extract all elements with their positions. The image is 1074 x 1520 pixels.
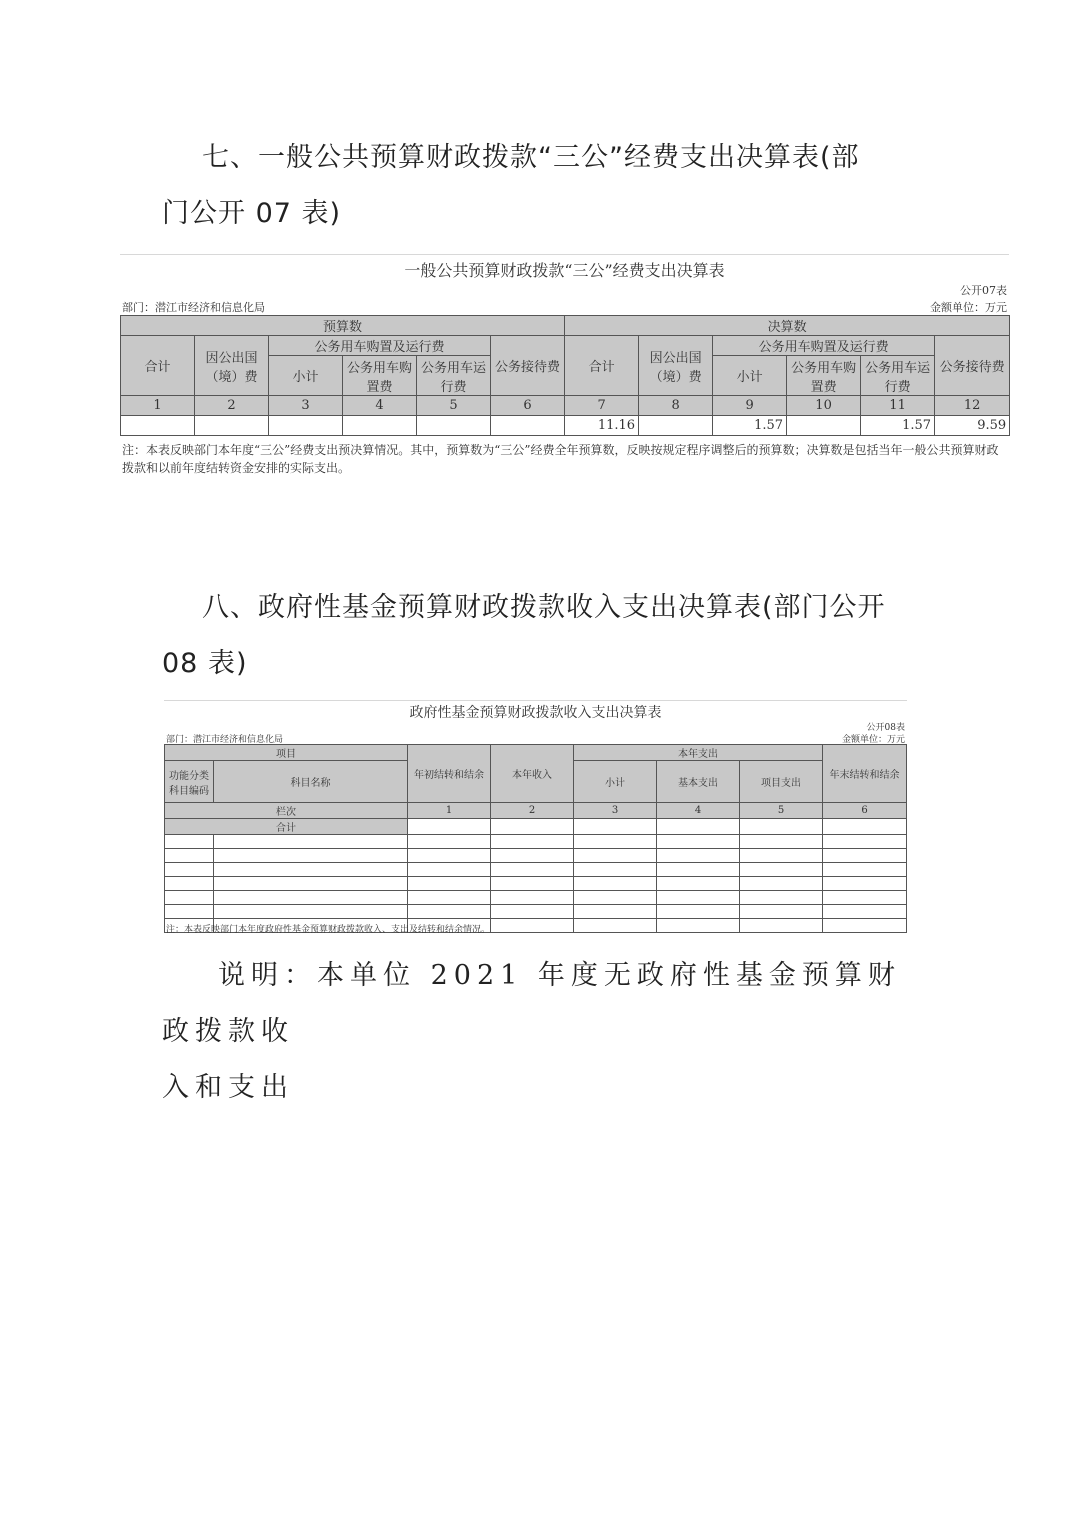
column-number: 6 — [491, 396, 565, 416]
final-reception-header: 公务接待费 — [935, 336, 1010, 396]
item-group-header: 项目 — [165, 745, 408, 761]
column-number: 1 — [121, 396, 195, 416]
table-row — [165, 849, 907, 863]
total-row-label: 合计 — [165, 819, 408, 835]
column-number: 12 — [935, 396, 1010, 416]
final-total-header: 合计 — [565, 336, 639, 396]
value-cell — [343, 416, 417, 436]
column-number: 9 — [713, 396, 787, 416]
budget-subtotal-header: 小计 — [269, 356, 343, 396]
table-7 — [120, 315, 1010, 436]
table-7-note: 注：本表反映部门本年度“三公”经费支出预决算情况。其中，预算数为“三公”经费全年预算数，反映按规定程序调整后的预算数；决算数是包括当年一般公共预算财政拨款和以前年度结转资金安排的实际支出。 — [122, 443, 999, 475]
column-number: 1 — [408, 803, 491, 819]
table-8-department: 部门：潜江市经济和信息化局 — [166, 735, 284, 745]
income-header: 本年收入 — [491, 745, 574, 803]
value-cell — [121, 416, 195, 436]
value-cell: 9.59 — [935, 416, 1010, 436]
column-number: 8 — [639, 396, 713, 416]
budget-vehicle-group-header: 公务用车购置及运行费 — [269, 336, 491, 356]
table-row — [165, 877, 907, 891]
value-cell — [574, 819, 657, 835]
sheet-top-border — [164, 700, 907, 701]
explanation-line1: 说明：本单位 2021 年度无政府性基金预算财政拨款收 — [162, 960, 901, 1047]
value-cell — [657, 819, 740, 835]
table-8-title: 政府性基金预算财政拨款收入支出决算表 — [409, 705, 662, 721]
project-expense-header: 项目支出 — [740, 761, 823, 803]
final-subtotal-header: 小计 — [713, 356, 787, 396]
table-row — [165, 863, 907, 877]
column-number: 3 — [574, 803, 657, 819]
table-7-unit: 金额单位：万元 — [930, 301, 1007, 314]
column-number: 4 — [657, 803, 740, 819]
final-purchase-header: 公务用车购置费 — [787, 356, 861, 396]
column-number: 2 — [195, 396, 269, 416]
section-8-heading-line2: 08 表) — [162, 648, 248, 679]
column-number: 7 — [565, 396, 639, 416]
table-8-note: 注：本表反映部门本年度政府性基金预算财政拨款收入、支出及结转和结余情况。 — [166, 925, 491, 935]
value-cell: 11.16 — [565, 416, 639, 436]
basic-expense-header: 基本支出 — [657, 761, 740, 803]
section-7-heading — [162, 130, 922, 242]
value-cell — [639, 416, 713, 436]
column-number: 4 — [343, 396, 417, 416]
table-7-title: 一般公共预算财政拨款“三公”经费支出决算表 — [404, 261, 725, 280]
column-number: 2 — [491, 803, 574, 819]
section-7-heading-line1: 七、一般公共预算财政拨款“三公”经费支出决算表(部 — [202, 142, 860, 173]
budget-purchase-header: 公务用车购置费 — [343, 356, 417, 396]
budget-total-header: 合计 — [121, 336, 195, 396]
final-vehicle-group-header: 公务用车购置及运行费 — [713, 336, 935, 356]
column-number: 6 — [823, 803, 907, 819]
table-row — [165, 819, 907, 835]
value-cell — [491, 819, 574, 835]
table-7-department: 部门：潜江市经济和信息化局 — [122, 301, 265, 314]
value-cell — [491, 416, 565, 436]
table-row — [121, 416, 1010, 436]
expense-subtotal-header: 小计 — [574, 761, 657, 803]
class-code-header: 功能分类科目编码 — [165, 761, 214, 803]
value-cell — [740, 819, 823, 835]
value-cell — [787, 416, 861, 436]
value-cell — [195, 416, 269, 436]
expense-group-header: 本年支出 — [574, 745, 823, 761]
column-number: 11 — [861, 396, 935, 416]
value-cell — [823, 819, 907, 835]
sheet-top-border — [120, 254, 1009, 255]
table-7-code: 公开07表 — [960, 284, 1007, 297]
value-cell — [269, 416, 343, 436]
column-number: 5 — [417, 396, 491, 416]
table-8-code: 公开08表 — [866, 723, 905, 733]
section-8-heading — [162, 580, 922, 692]
final-abroad-header: 因公出国（境）费 — [639, 336, 713, 396]
value-cell — [417, 416, 491, 436]
table-row — [165, 891, 907, 905]
column-number: 10 — [787, 396, 861, 416]
value-cell — [408, 819, 491, 835]
budget-abroad-header: 因公出国（境）费 — [195, 336, 269, 396]
begin-balance-header: 年初结转和结余 — [408, 745, 491, 803]
row-order-label: 栏次 — [165, 803, 408, 819]
budget-group-header: 预算数 — [121, 316, 565, 336]
government-fund-sheet — [164, 700, 907, 940]
subject-name-header: 科目名称 — [214, 761, 408, 803]
table-row — [165, 905, 907, 919]
budget-operation-header: 公务用车运行费 — [417, 356, 491, 396]
table-row — [165, 835, 907, 849]
three-public-expense-sheet — [120, 254, 1009, 484]
value-cell: 1.57 — [861, 416, 935, 436]
explanation-line2: 入和支出 — [162, 1072, 294, 1103]
table-8 — [164, 744, 907, 933]
table-8-unit: 金额单位：万元 — [841, 735, 905, 745]
section-8-heading-line1: 八、政府性基金预算财政拨款收入支出决算表(部门公开 — [202, 592, 886, 623]
budget-reception-header: 公务接待费 — [491, 336, 565, 396]
column-number: 3 — [269, 396, 343, 416]
section-7-heading-line2: 门公开 07 表) — [162, 198, 342, 229]
end-balance-header: 年末结转和结余 — [823, 745, 907, 803]
final-operation-header: 公务用车运行费 — [861, 356, 935, 396]
value-cell: 1.57 — [713, 416, 787, 436]
explanation — [162, 948, 922, 1116]
final-group-header: 决算数 — [565, 316, 1010, 336]
column-number: 5 — [740, 803, 823, 819]
